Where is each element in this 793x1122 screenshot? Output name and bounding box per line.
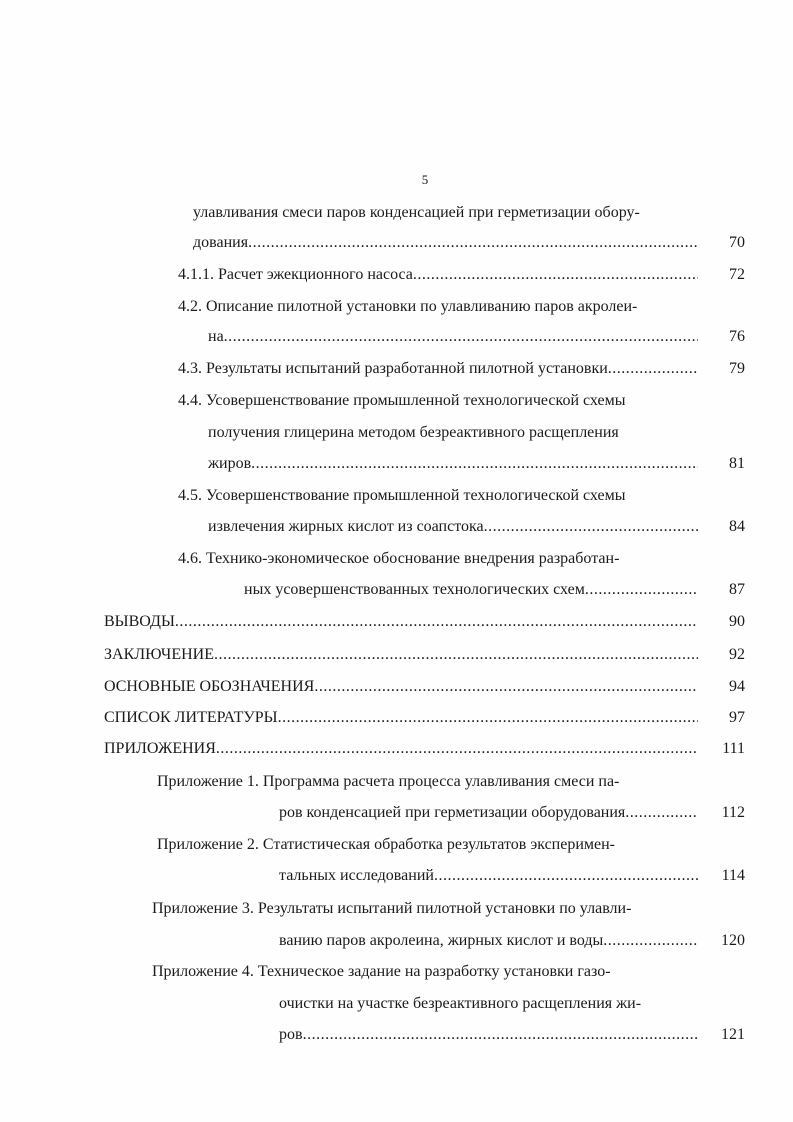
toc-page-number: 121 [721, 1026, 745, 1043]
toc-entry-title: СПИСОК ЛИТЕРАТУРЫ [104, 709, 278, 726]
toc-entry-leader[interactable] [178, 265, 698, 285]
toc-line: получения глицерина методом безреактивного расщепления [208, 424, 619, 441]
page-number: 5 [421, 172, 429, 187]
toc-entry-title: дования [193, 234, 249, 251]
toc-line: 4.4. Усовершенствование промышленной технологической схемы [178, 392, 626, 409]
dot-leader [303, 1025, 698, 1045]
toc-line: 4.5. Усовершенствование промышленной технологической схемы [178, 487, 626, 504]
toc-line: Приложение 1. Программа расчета процесса улавливания смеси па- [157, 773, 620, 790]
toc-entry-title: на [208, 328, 224, 345]
dot-leader [248, 233, 698, 253]
dot-leader [314, 677, 698, 697]
toc-line: Приложение 4. Техническое задание на разработку установки газо- [152, 963, 611, 980]
toc-page-number: 111 [722, 740, 745, 757]
dot-leader [484, 517, 698, 537]
toc-entry-leader[interactable] [208, 327, 698, 347]
toc-page-number: 84 [729, 518, 745, 535]
toc-entry-leader[interactable] [193, 233, 698, 253]
toc-entry-leader[interactable] [208, 517, 698, 537]
toc-entry-title: ВЫВОДЫ [104, 613, 175, 630]
toc-entry-title: 4.1.1. Расчет эжекционного насоса [178, 266, 413, 283]
dot-leader [413, 265, 698, 285]
toc-entry-leader[interactable] [208, 454, 698, 474]
toc-entry-title: ЗАКЛЮЧЕНИЕ [104, 646, 214, 663]
toc-entry-leader[interactable] [279, 803, 698, 823]
toc-entry-leader[interactable] [279, 931, 698, 951]
dot-leader [585, 580, 698, 600]
toc-entry-title: тальных исследований [279, 867, 434, 884]
dot-leader [214, 645, 698, 665]
toc-page-number: 97 [729, 709, 745, 726]
toc-entry-leader[interactable] [178, 359, 698, 379]
toc-page-number: 120 [721, 932, 745, 949]
toc-entry-title: ных усовершенствованных технологических схем [244, 581, 585, 598]
toc-entry-leader[interactable] [104, 645, 698, 665]
toc-entry-leader[interactable] [104, 739, 698, 759]
toc-entry-title: 4.3. Результаты испытаний разработанной пилотной установки [178, 360, 608, 377]
toc-line: 4.2. Описание пилотной установки по улавливанию паров акролеи- [178, 298, 638, 315]
toc-entry-title: жиров [208, 455, 252, 472]
toc-page-number: 114 [721, 867, 745, 884]
toc-page-number: 112 [721, 804, 745, 821]
toc-page-number: 79 [729, 360, 745, 377]
toc-entry-title: ров [279, 1026, 303, 1043]
toc-entry-title: извлечения жирных кислот из соапстока [208, 518, 484, 535]
toc-page-number: 76 [729, 328, 745, 345]
dot-leader [175, 612, 698, 632]
dot-leader [603, 931, 698, 951]
toc-line: Приложение 3. Результаты испытаний пилотной установки по улавли- [152, 900, 632, 917]
dot-leader [216, 739, 698, 759]
toc-entry-leader[interactable] [104, 708, 698, 728]
toc-page-number: 94 [729, 678, 745, 695]
toc-entry-leader[interactable] [104, 677, 698, 697]
toc-entry-title: ПРИЛОЖЕНИЯ [104, 740, 216, 757]
toc-line: очистки на участке безреактивного расщепления жи- [279, 995, 642, 1012]
dot-leader [224, 327, 698, 347]
toc-entry-leader[interactable] [279, 1025, 698, 1045]
toc-entry-leader[interactable] [244, 580, 698, 600]
toc-page-number: 92 [729, 646, 745, 663]
dot-leader [608, 359, 698, 379]
toc-page-number: 90 [729, 613, 745, 630]
toc-line: Приложение 2. Статистическая обработка результатов эксперимен- [157, 836, 616, 853]
dot-leader [434, 866, 698, 886]
toc-entry-title: ванию паров акролеина, жирных кислот и воды [279, 932, 604, 949]
toc-entry-leader[interactable] [104, 612, 698, 632]
dot-leader [625, 803, 698, 823]
toc-line: улавливания смеси паров конденсацией при герметизации обору- [193, 204, 640, 221]
dot-leader [251, 454, 698, 474]
toc-page-number: 87 [729, 581, 745, 598]
toc-page-number: 70 [729, 234, 745, 251]
toc-line: 4.6. Технико-экономическое обоснование внедрения разработан- [178, 550, 620, 567]
toc-entry-title: ОСНОВНЫЕ ОБОЗНАЧЕНИЯ [104, 678, 315, 695]
toc-entry-leader[interactable] [279, 866, 698, 886]
toc-entry-title: ров конденсацией при герметизации оборудования [279, 804, 626, 821]
toc-page-number: 81 [729, 455, 745, 472]
dot-leader [278, 708, 698, 728]
toc-page-number: 72 [729, 266, 745, 283]
